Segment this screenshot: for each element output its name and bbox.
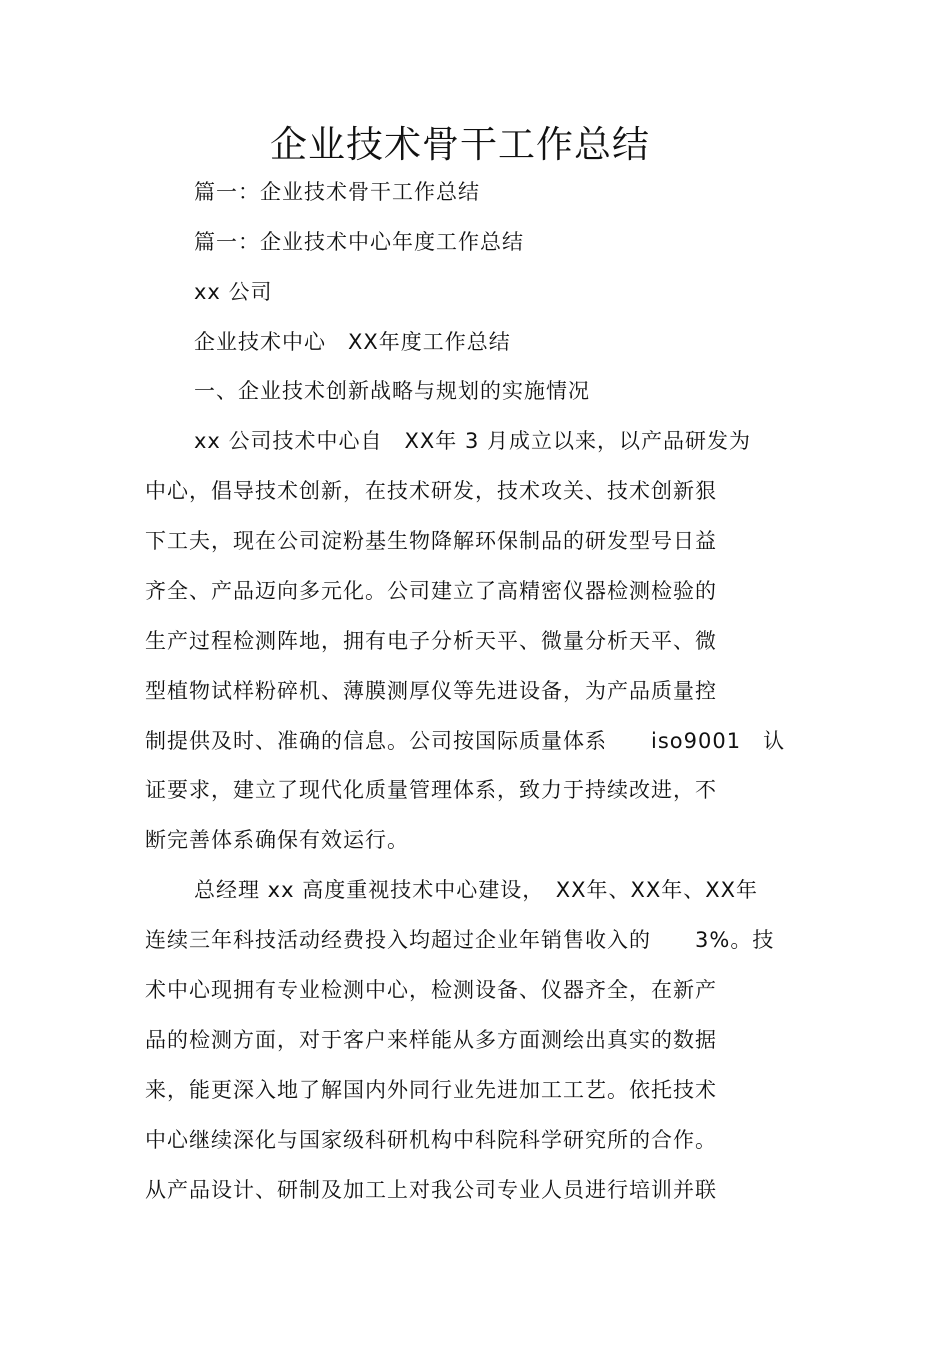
- paragraph-line: 术中心现拥有专业检测中心，检测设备、仪器齐全，在新产: [145, 978, 717, 1002]
- paragraph-line: 齐全、产品迈向多元化。公司建立了高精密仪器检测检验的: [145, 579, 717, 603]
- paragraph-line: 下工夫，现在公司淀粉基生物降解环保制品的研发型号日益: [145, 529, 717, 553]
- paragraph-line: 连续三年科技活动经费投入均超过企业年销售收入的 3%。技: [145, 928, 775, 952]
- paragraph-line: 中心，倡导技术创新，在技术研发，技术攻关、技术创新狠: [145, 479, 717, 503]
- paragraph-line: 来，能更深入地了解国内外同行业先进加工工艺。依托技术: [145, 1078, 717, 1102]
- paragraph-line: xx 公司技术中心自 XX年 3 月成立以来，以产品研发为: [194, 429, 752, 453]
- document-title: 企业技术骨干工作总结: [270, 123, 650, 166]
- paragraph-line: 生产过程检测阵地，拥有电子分析天平、微量分析天平、微: [145, 629, 717, 653]
- chapter-heading: 一、企业技术创新战略与规划的实施情况: [194, 379, 590, 403]
- section-heading-1: 篇一：企业技术骨干工作总结: [194, 180, 480, 204]
- paragraph-line: 从产品设计、研制及加工上对我公司专业人员进行培训并联: [145, 1178, 717, 1202]
- paragraph-line: 证要求，建立了现代化质量管理体系，致力于持续改进，不: [145, 778, 717, 802]
- paragraph-line: 品的检测方面，对于客户来样能从多方面测绘出真实的数据: [145, 1028, 717, 1052]
- report-title: 企业技术中心 XX年度工作总结: [194, 330, 511, 354]
- paragraph-line: 制提供及时、准确的信息。公司按国际质量体系 iso9001 认: [145, 729, 786, 753]
- paragraph-line: 型植物试样粉碎机、薄膜测厚仪等先进设备，为产品质量控: [145, 679, 717, 703]
- paragraph-line: 总经理 xx 高度重视技术中心建设， XX年、XX年、XX年: [194, 878, 759, 902]
- paragraph-line: 中心继续深化与国家级科研机构中科院科学研究所的合作。: [145, 1128, 717, 1152]
- company-name: xx 公司: [194, 280, 273, 304]
- section-heading-2: 篇一：企业技术中心年度工作总结: [194, 230, 524, 254]
- paragraph-line: 断完善体系确保有效运行。: [145, 828, 409, 852]
